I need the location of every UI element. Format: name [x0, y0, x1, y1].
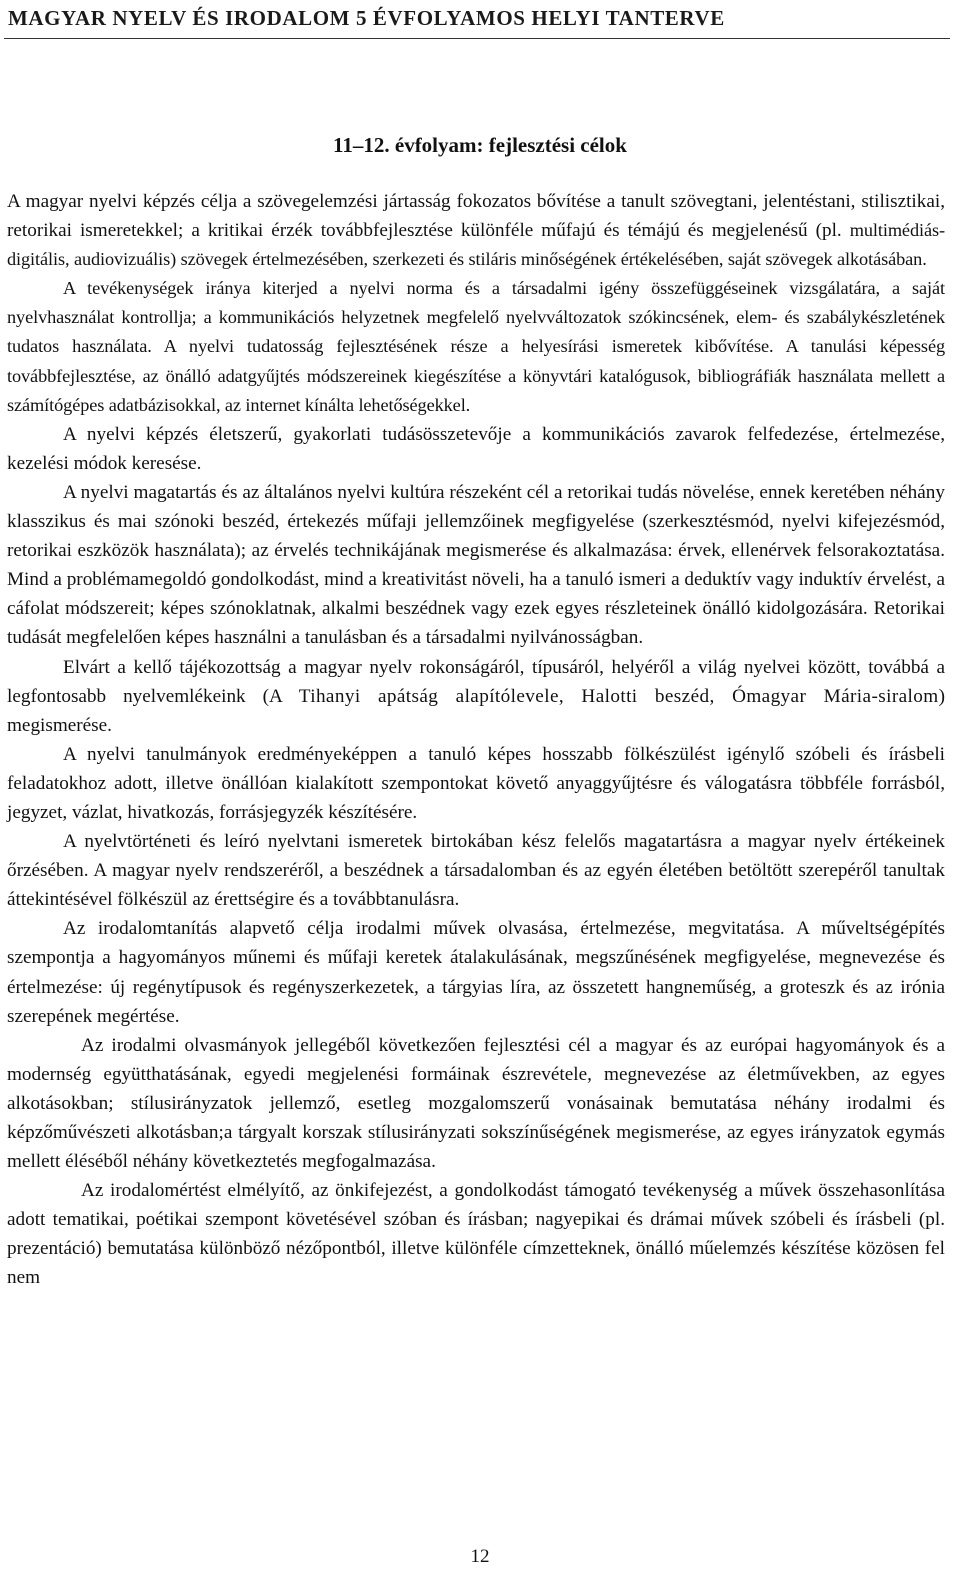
paragraph-1 — [7, 187, 945, 274]
body-text — [7, 187, 945, 1293]
paragraph-4: A nyelvi magatartás és az általános nyelvi kultúra részeként cél a retorikai tudás növelése, ennek keretében néhány klasszikus és mai szónoki beszéd, értekezés műfaji jellemzőinek megfigyelése (szerkesztésmód, nyelvi kifejezésmód, retorikai eszközök használata); az érvelés technikájának megismerése és alkalmazása: érvek, ellenérvek felsorakoztatása. Mind a problémamegoldó gondolkodást, mind a kreativitást növeli, ha a tanuló ismeri a deduktív vagy induktív érvelést, a cáfolat módszereit; képes szónoklatnak, alkalmi beszédnek vagy ezek egyes részleteinek önálló kidolgozására. Retorikai tudását megfelelően képes használni a tanulásban és a társadalmi nyilvánosságban. — [7, 481, 945, 649]
header-divider — [4, 38, 950, 39]
section-heading: 11–12. évfolyam: fejlesztési célok — [333, 133, 627, 157]
page-number: 12 — [470, 1546, 490, 1567]
paragraph-2-part-3: A tanulási képesség továbbfejlesztése, az önálló adatgyűjtés módszereinek kiegészítése a könyvtári katalógusok, bibliográfiák használata mellett a számítógépes adatbázisokkal, az internet kínálta lehetőségekkel. — [7, 336, 945, 415]
paragraph-9: Az irodalmi olvasmányok jellegéből következően fejlesztési cél a magyar és az európai hagyományok és a modernség együtthatásának, egyedi megjelenési formáinak észrevétele, megnevezése az életművekben, az egyes alkotásokban; stílusirányzatok jellemző, esetleg mozgalomszerű vonásainak bemutatása néhány irodalmi és képzőművészeti alkotásban;a tárgyalt korszak stílusirányzati sokszínűségének megismerése, az egyes irányzatok egymás mellett éléséből néhány következtetés megfogalmazása. — [7, 1034, 945, 1173]
paragraph-7: A nyelvtörténeti és leíró nyelvtani ismeretek birtokában kész felelős magatartásra a magyar nyelv értékeinek őrzésében. A magyar nyelv rendszeréről, a beszédnek a társadalomban és az egyén életében betöltött szerepéről tanultak áttekintésével fölkészül az érettségire és a továbbtanulásra. — [7, 831, 945, 911]
paragraph-2-part-1: A tevékenységek iránya kiterjed a nyelvi norma és a társadalmi igény összefüggéseinek vizsgálatára, a saját nyelvhasználat kontrollja; a kommunikációs helyzetnek megfelelő nyelvváltozatok szókincsének, elem- és szabálykészletének tudatos használata. — [7, 278, 945, 357]
paragraph-1-start: A magyar nyelvi képzés célja a szövegelemzési jártasság fokozatos bővítése a tanult szövegtani, jelentéstani, stilisztikai, retorikai ismeretekkel; a kritikai érzék továbbfejlesztése különféle műfajú és témájú és megjelenésű (pl. — [7, 191, 945, 242]
paragraph-5-monuments: Tihanyi apátság alapítólevele, Halotti beszéd, Ómagyar Mária-siralom — [298, 685, 939, 707]
paragraph-8: Az irodalomtanítás alapvető célja irodalmi művek olvasása, értelmezése, megvitatása. A műveltségépítés szempontja a hagyományos műnemi és műfaji keretek átalakulásának, megszűnésének megfigyelése, megnevezése és értelmezése: új regénytípusok és regényszerkezetek, a tárgyias líra, az összetett hangneműség, a groteszk és az irónia szerepének megértése. — [7, 918, 945, 1027]
document-title: MAGYAR NYELV ÉS IRODALOM 5 ÉVFOLYAMOS HELYI TANTERVE — [8, 6, 725, 30]
paragraph-10: Az irodalomértést elmélyítő, az önkifejezést, a gondolkodást támogató tevékenység a művek összehasonlítása adott tematikai, poétikai szempont követésével szóban és írásban; nagyepikai és drámai művek szóbeli és írásbeli (pl. prezentáció) bemutatása különböző nézőpontból, illetve különféle címzetteknek, önálló műelemzés készítése közösen fel nem — [7, 1180, 945, 1289]
paragraph-6: A nyelvi tanulmányok eredményeképpen a tanuló képes hosszabb fölkészülést igénylő szóbeli és írásbeli feladatokhoz adott, illetve önállóan kialakított szempontokat követő anyaggyűjtésre és válogatásra többféle forrásból, jegyzet, vázlat, hivatkozás, forrásjegyzék készítésére. — [7, 743, 945, 823]
paragraph-3: A nyelvi képzés életszerű, gyakorlati tudásösszetevője a kommunikációs zavarok felfedezése, értelmezése, kezelési módok keresése. — [7, 423, 945, 474]
page-header — [0, 0, 960, 36]
paragraph-1-end: multimédiás-digitális, audiovizuális) szövegek értelmezésében, szerkezeti és stiláris minőségének értékelésében, saját szövegek alkotásában. — [7, 220, 945, 270]
paragraph-5-end: ) megismerése. — [7, 685, 945, 736]
paragraph-5-start: Elvárt a kellő tájékozottság a magyar nyelv rokonságáról, típusáról, helyéről a világ nyelvei között, továbbá a legfontosabb nyelvemlékeink (A — [7, 656, 945, 707]
paragraph-2-part-2: A nyelvi tudatosság fejlesztésének része a helyesírási ismeretek kibővítése. — [151, 336, 774, 357]
paragraph-5 — [7, 653, 945, 740]
paragraph-2 — [7, 274, 945, 419]
